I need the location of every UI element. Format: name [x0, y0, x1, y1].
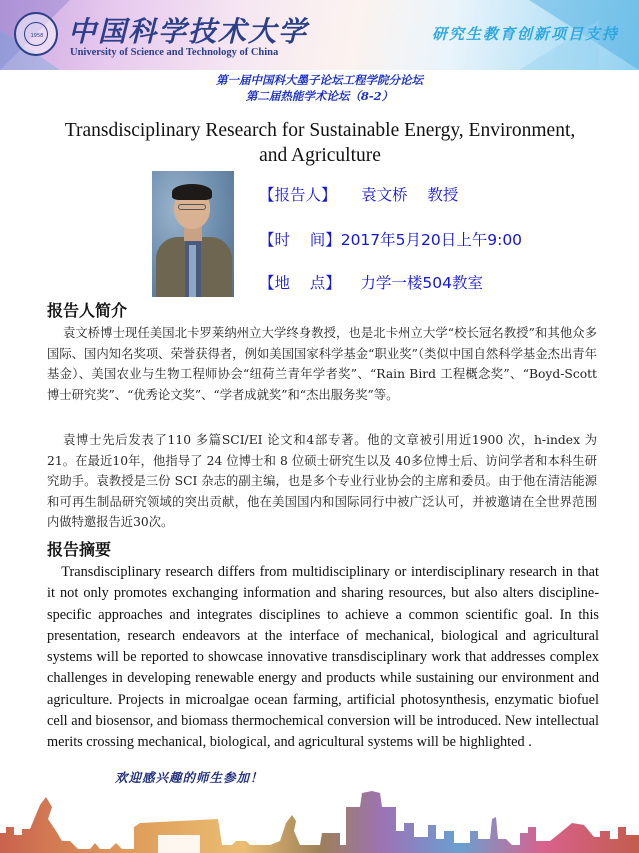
- abstract-text: Transdisciplinary research differs from multidisciplinary or interdisciplinary research in that it not only promotes exchanging information and sharing resources, but also alters discipline-specific approaches and integrates disciplines to achieve a common scientific goal. In this presentation, research endeavors at the interface of mechanical, biological and agricultural systems will be reported to showcase innovative transdisciplinary work that addresses complex challenges in developing renewable energy and products while sustaining our environment and agriculture. Projects in microalgae ocean farming, artificial photosynthesis, enzymatic biofuel cell and biosensor, and biomass thermochemical conversion will be introduced. New intellectual merits crossing mechanical, biological, and agricultural systems will be highlighted .: [47, 564, 599, 751]
- project-slogan: 研究生教育创新项目支持: [432, 25, 620, 43]
- bio-text-2: 袁博士先后发表了110 多篇SCI/EI 论文和4部专著。他的文章被引用近1900 次，h-index 为 21。在最近10年，他指导了 24 位博士和 8 位硕士研究生以及 40多位博士后、访问学者和本科生研究助手。袁教授是三份 SCI 杂志的副主编，也是多个专业行业协会的主席和委员。由于他在清洁能源和可再生制品研究领域的突出贡献，他在美国国内和国际同行中被广泛认可，并被邀请在全世界范围内做特邀报告近30次。: [47, 433, 597, 529]
- photo-tie: [189, 245, 196, 297]
- header-banner: [0, 0, 639, 70]
- location-info: 【地 点】 力学一楼504教室: [259, 274, 484, 292]
- skyline-silhouette: [0, 791, 639, 853]
- abstract-heading: 报告摘要: [47, 540, 112, 559]
- bio-heading: 报告人简介: [47, 301, 128, 320]
- bio-text-1: 袁文桥博士现任美国北卡罗莱纳州立大学终身教授，也是北卡州立大学“校长冠名教授”和其他众多国际、国内知名奖项、荣誉获得者，例如美国国家科学基金“职业奖”（类似中国自然科学基金杰出青年基金）、美国农业与生物工程师协会“纽荷兰青年学者奖”、“Rain Bird 工程概念奖”、“Boyd-Scott 博士研究奖”、“优秀论文奖”、“学者成就奖”和“杰出服务奖”等。: [47, 326, 597, 402]
- bio-paragraph-1: [47, 323, 597, 405]
- bio-paragraph-2: [47, 430, 597, 533]
- campus-skyline-illustration: [0, 783, 639, 853]
- speaker-photo: [152, 171, 234, 297]
- seal-inner-ring: [24, 22, 48, 46]
- seal-year: 1958: [30, 33, 44, 39]
- lecture-title: Transdisciplinary Research for Sustainable Energy, Environment, and Agriculture: [64, 120, 576, 166]
- forum-line-1: 第一届中国科大墨子论坛工程学院分论坛: [216, 73, 423, 87]
- photo-hair: [172, 184, 212, 200]
- university-name-en: University of Science and Technology of China: [70, 47, 279, 58]
- university-name-cn: 中国科学技术大学: [68, 15, 309, 48]
- forum-line-2: 第二届热能学术论坛（8-2）: [245, 89, 394, 103]
- photo-glasses: [178, 204, 206, 210]
- abstract-body: [47, 562, 599, 754]
- time-info: 【时 间】2017年5月20日上午9:00: [259, 231, 523, 249]
- gate-opening: [158, 835, 200, 853]
- welcome-message: 欢迎感兴趣的师生参加！: [115, 770, 264, 785]
- speaker-info: 【报告人】 袁文桥 教授: [259, 186, 459, 204]
- university-seal-icon: [14, 12, 58, 56]
